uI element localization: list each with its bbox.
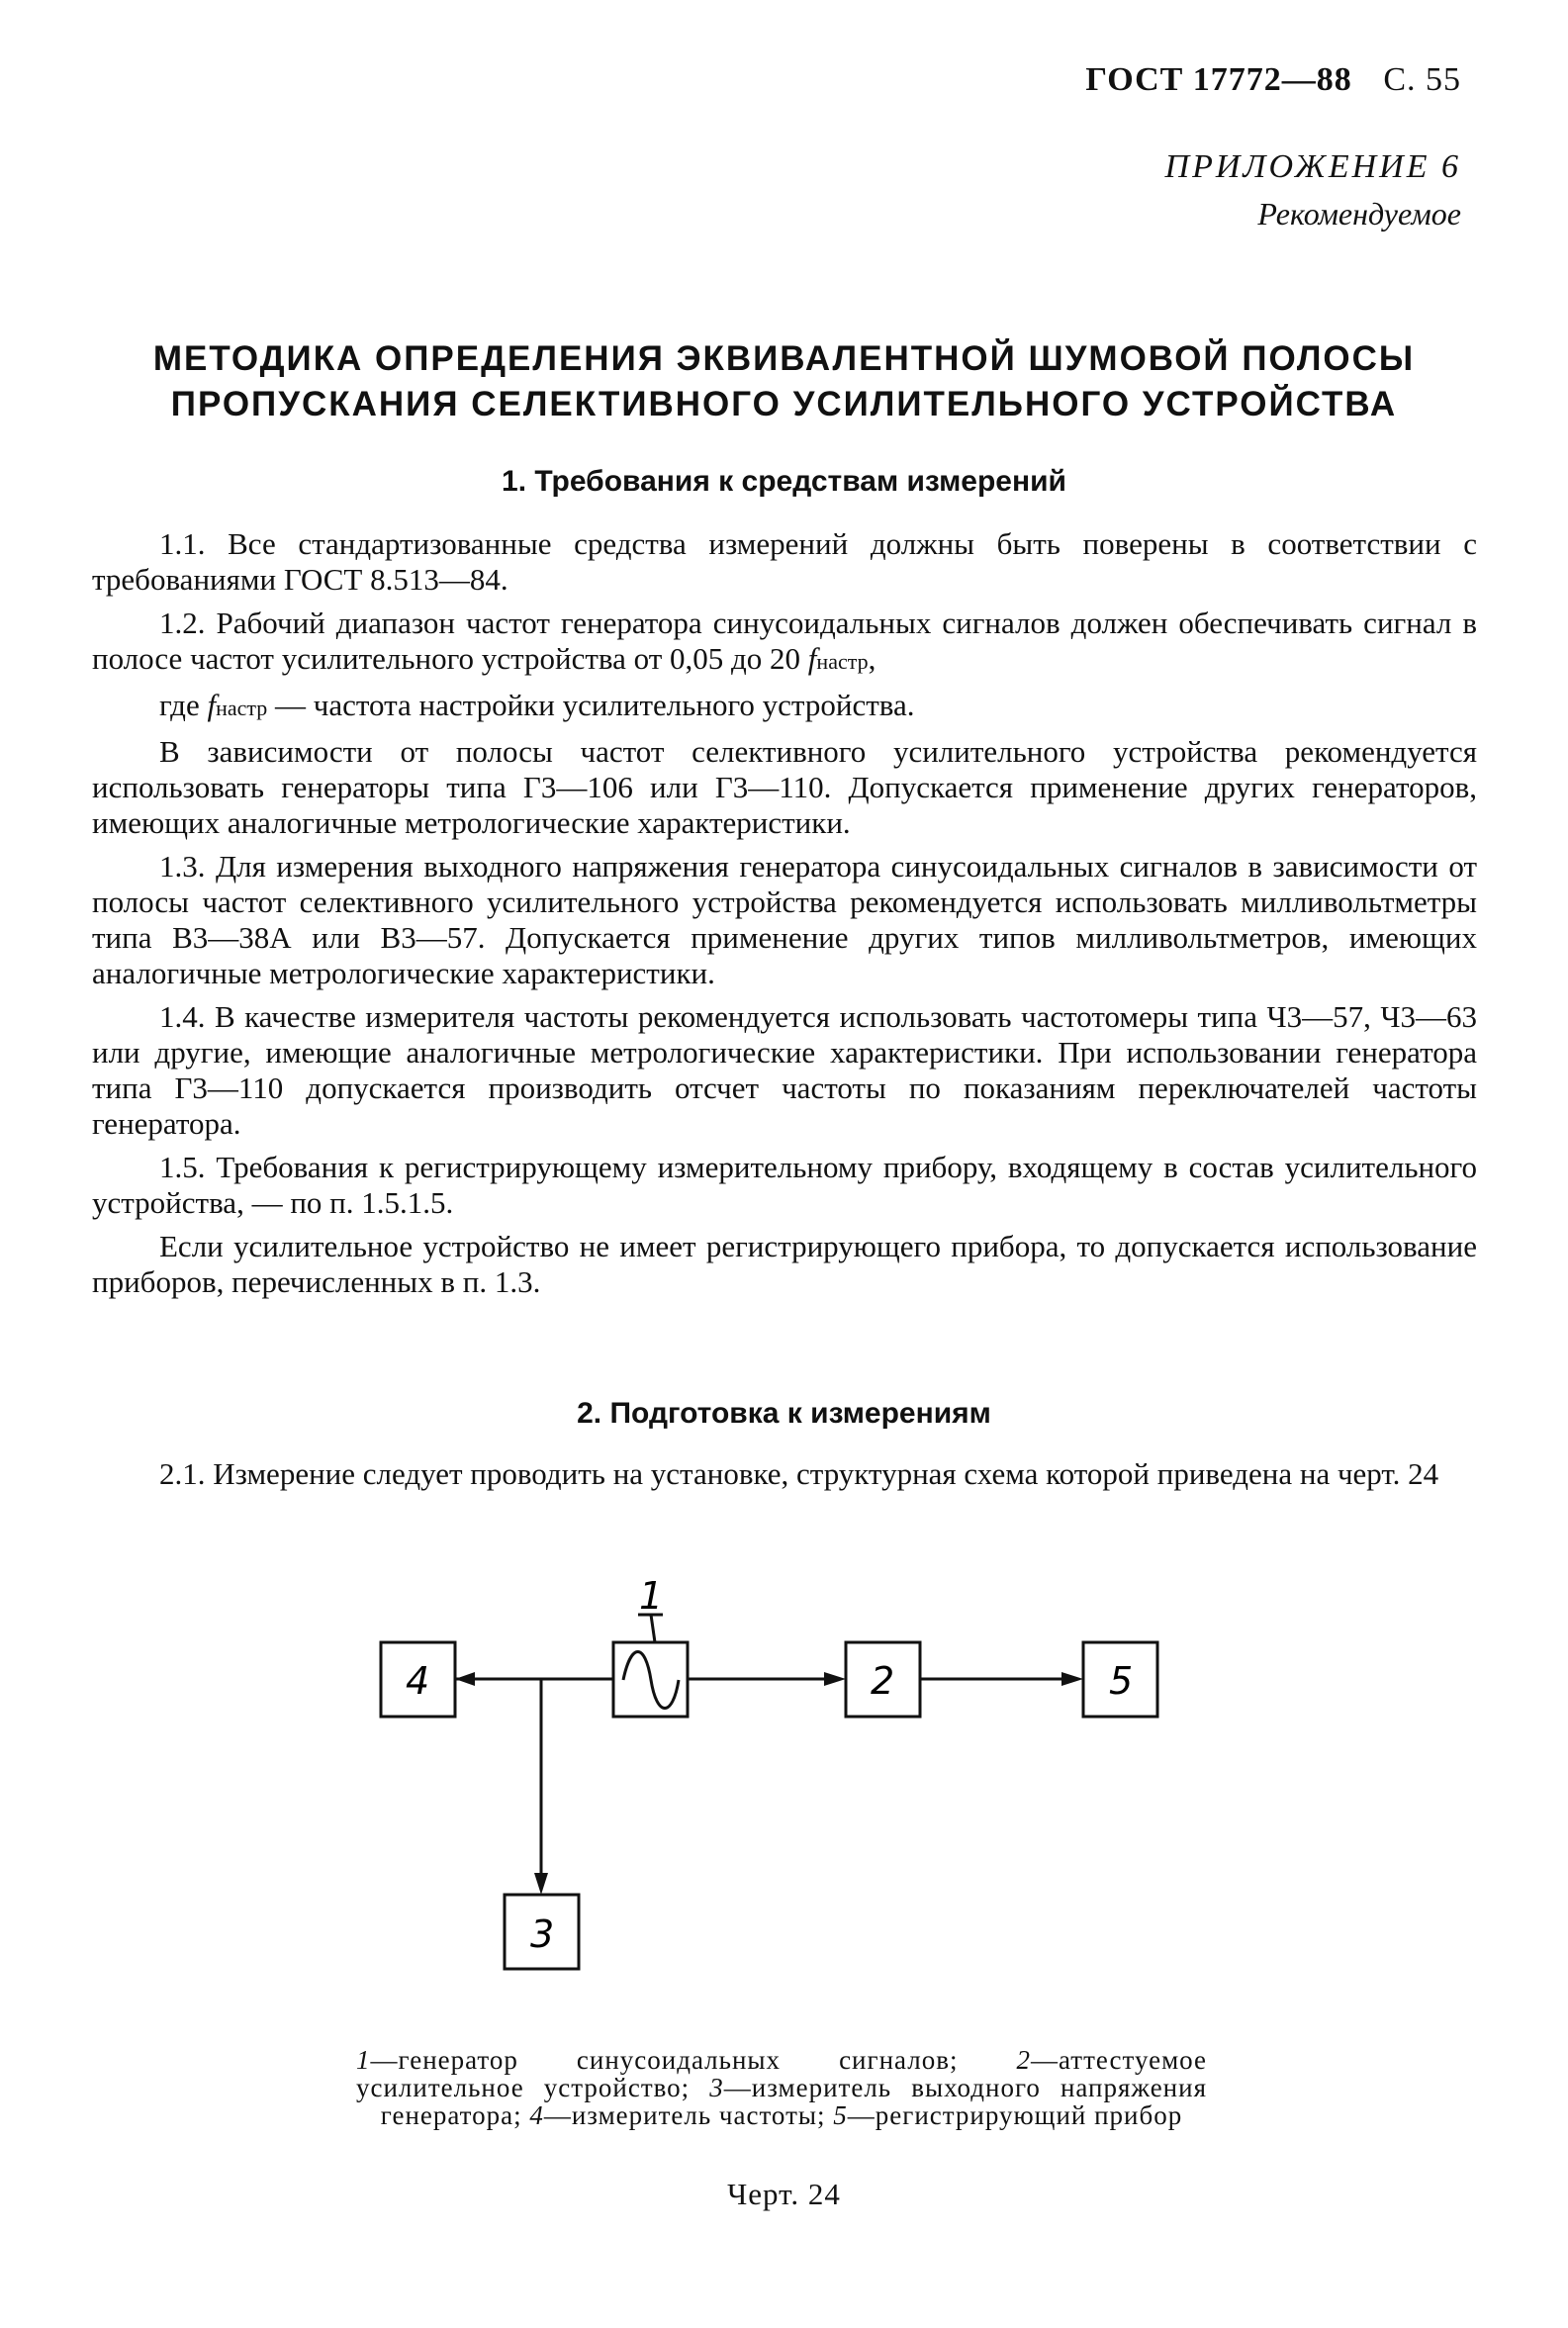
caption-text-2: —аттестуемое усилительное устройство; [356, 2045, 1207, 2102]
paragraph-1-2-text: 1.2. Рабочий диапазон частот генератора синусоидальных сигналов должен обеспечивать сигнал в полосе частот усилительного устройства от 0,05 до 20 [92, 605, 1477, 676]
paragraph-1-5: 1.5. Требования к регистрирующему измерительному прибору, входящему в состав усилительного устройства, — по п. 1.5.1.5. [92, 1150, 1477, 1220]
f-symbol: f [807, 641, 817, 676]
arrow-to-3 [534, 1873, 548, 1895]
title-line-2: ПРОПУСКАНИЯ СЕЛЕКТИВНОГО УСИЛИТЕЛЬНОГО УСТРОЙСТВА [170, 385, 1398, 423]
label-4: 4 [406, 1659, 430, 1703]
where-text: где [159, 688, 208, 722]
label-3: 3 [530, 1912, 555, 1956]
section-2-heading: 2. Подготовка к измерениям [577, 1397, 991, 1430]
f-subscript-2: настр [216, 696, 268, 720]
caption-text-4: —измеритель частоты; [543, 2100, 834, 2130]
paragraph-1-1: 1.1. Все стандартизованные средства измерений должны быть поверены в соответствии с требованиями ГОСТ 8.513—84. [92, 526, 1477, 597]
paragraph-1-2 [92, 605, 1477, 680]
label-1-leader [651, 1615, 655, 1642]
section-1-heading: 1. Требования к средствам измерений [502, 465, 1066, 498]
page-header [1085, 61, 1461, 99]
label-5: 5 [1109, 1659, 1134, 1703]
document-title [79, 336, 1489, 427]
appendix-label [1165, 148, 1461, 233]
paragraph-1-4: 1.4. В качестве измерителя частоты рекомендуется использовать частотомеры типа Ч3—57, Ч3—63 или другие, имеющие аналогичные метрологические характеристики. При использовании генератора типа Г3—110 допускается производить отсчет частоты по показаниям переключателей частоты генератора. [92, 999, 1477, 1141]
caption-num-1: 1 [356, 2045, 371, 2075]
f-symbol-2: f [207, 688, 217, 722]
caption-num-3: 3 [709, 2073, 724, 2102]
arrow-to-5 [1061, 1672, 1083, 1686]
page-number: С. 55 [1383, 61, 1461, 98]
figure-caption [356, 2046, 1207, 2129]
paragraph-1-2-where [92, 688, 1477, 726]
caption-num-5: 5 [833, 2100, 848, 2130]
label-2: 2 [871, 1659, 895, 1703]
label-1: 1 [639, 1574, 664, 1618]
figure-number: Черт. 24 [727, 2177, 841, 2211]
caption-text-3: —измеритель выходного напряжения генератора; [380, 2073, 1207, 2130]
paragraph-2-1: 2.1. Измерение следует проводить на установке, структурная схема которой приведена на черт. 24 [159, 1456, 1439, 1491]
where-definition: — частота настройки усилительного устройства. [267, 688, 915, 722]
title-line-1: МЕТОДИКА ОПРЕДЕЛЕНИЯ ЭКВИВАЛЕНТНОЙ ШУМОВОЙ ПОЛОСЫ [152, 339, 1416, 378]
caption-num-4: 4 [529, 2100, 544, 2130]
paragraph-1-3: 1.3. Для измерения выходного напряжения генератора синусоидальных сигналов в зависимости от полосы частот селективного усилительного устройства рекомендуется использовать милливольтметры типа В3—38А или В3—57. Допускается применение других типов милливольтметров, имеющих аналогичные метрологические характеристики. [92, 849, 1477, 990]
sine-wave-icon [623, 1652, 679, 1709]
caption-num-2: 2 [1016, 2045, 1031, 2075]
comma: , [868, 641, 876, 676]
paragraph-1-5-note: Если усилительное устройство не имеет регистрирующего прибора, то допускается использование приборов, перечисленных в п. 1.3. [92, 1229, 1477, 1299]
f-subscript: настр [816, 649, 869, 674]
appendix-status: Рекомендуемое [1257, 196, 1461, 232]
block-diagram [376, 1573, 1187, 2008]
caption-text-5: —регистрирующий прибор [847, 2100, 1183, 2130]
paragraph-1-2-generators: В зависимости от полосы частот селективного усилительного устройства рекомендуется использовать генераторы типа Г3—106 или Г3—110. Допускается применение других генераторов, имеющих аналогичные метрологические характеристики. [92, 734, 1477, 840]
appendix-title: ПРИЛОЖЕНИЕ 6 [1164, 148, 1461, 185]
caption-text-1: —генератор синусоидальных сигналов; [370, 2045, 1017, 2075]
arrow-to-2 [824, 1672, 846, 1686]
arrow-to-4 [455, 1672, 475, 1686]
section-1-body [92, 526, 1477, 1308]
standard-number: ГОСТ 17772—88 [1085, 61, 1352, 98]
section-2-body [92, 1456, 1477, 1500]
